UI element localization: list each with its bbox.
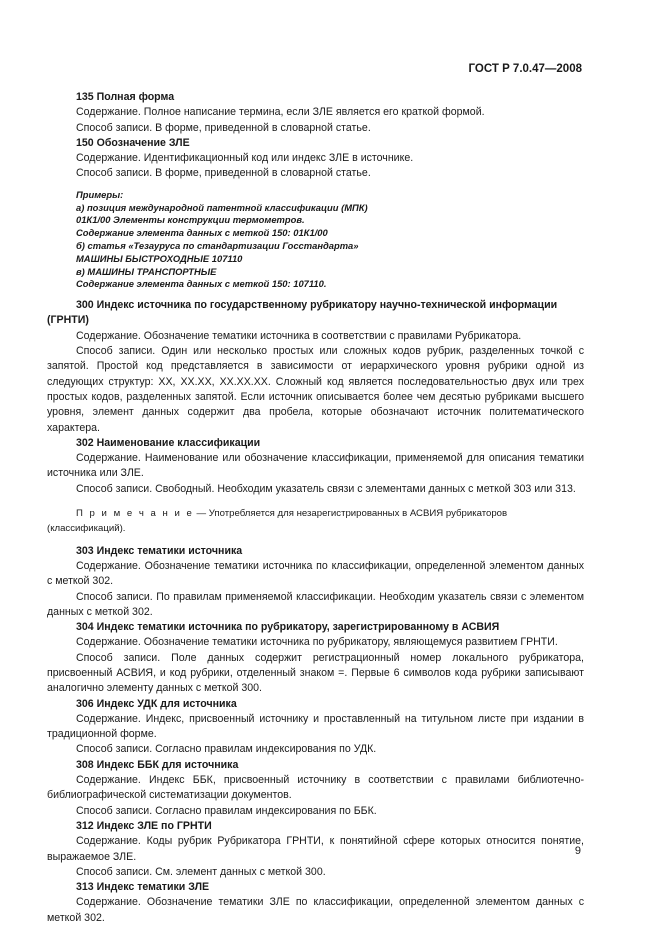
section-heading: 312 Индекс ЗЛЕ по ГРНТИ: [76, 819, 212, 832]
note: [47, 506, 584, 537]
paragraph: Способ записи. Один или несколько простых или сложных кодов рубрик, разделенных точкой с запятой. Простой код представляется в зависимости от иерархического уровня рубрики одной из следующих структур: ХХ, ХХ.ХХ, ХХ.ХХ.ХХ. Сложный код является последовательностью двух или трех простых кодов, разделенных запятой. Если источник описывается более чем десятью рубриками высшего уровня, элемент данных содержит два пробела, которые обозначают источник политематического характера.: [47, 345, 584, 434]
paragraph: Способ записи. Поле данных содержит регистрационный номер локального рубрикатора, присвоенный АСВИЯ, и код рубрики, отделенный знаком =. Первые 6 символов кода рубрики записывают аналогично элементу данных с меткой 300.: [47, 651, 584, 695]
example-line: в) МАШИНЫ ТРАНСПОРТНЫЕ: [76, 265, 217, 277]
paragraph: Способ записи. Согласно правилам индексирования по УДК.: [76, 743, 377, 756]
paragraph: Способ записи. По правилам применяемой классификации. Необходим указатель связи с элементом данных с меткой 302.: [47, 590, 584, 618]
example-line: б) статья «Тезауруса по стандартизации Госстандарта»: [76, 239, 359, 251]
note-text: — Употребляется для незарегистрированных в АСВИЯ рубрикаторов (классификаций).: [47, 508, 508, 535]
section-heading: 304 Индекс тематики источника по рубрикатору, зарегистрированному в АСВИЯ: [76, 621, 500, 634]
section-heading: 302 Наименование классификации: [76, 436, 261, 449]
paragraph: Способ записи. Согласно правилам индексирования по ББК.: [76, 804, 377, 817]
paragraph: Содержание. Идентификационный код или индекс ЗЛЕ в источнике.: [76, 152, 414, 165]
paragraph: Содержание. Индекс ББК, присвоенный источнику в соответствии с правилами библиотечно-библиографической систематизации документов.: [47, 774, 584, 802]
section-heading: 306 Индекс УДК для источника: [76, 697, 237, 710]
section-heading: 308 Индекс ББК для источника: [76, 758, 239, 771]
paragraph: Способ записи. См. элемент данных с меткой 300.: [76, 865, 326, 878]
document-header: ГОСТ Р 7.0.47—2008: [468, 63, 582, 75]
note-label: П р и м е ч а н и е: [76, 508, 194, 520]
document-body: [47, 90, 584, 926]
paragraph: Содержание. Обозначение тематики источника по рубрикатору, являющемуся развитием ГРНТИ.: [76, 636, 558, 649]
paragraph: Способ записи. В форме, приведенной в словарной статье.: [76, 167, 371, 180]
section-heading: 300 Индекс источника по государственному рубрикатору научно-технической информации (ГРНТИ): [47, 299, 558, 327]
example-line: Содержание элемента данных с меткой 150: 01К1/00: [76, 227, 328, 239]
example-line: а) позиция международной патентной классификации (МПК): [76, 201, 368, 213]
paragraph: Способ записи. В форме, приведенной в словарной статье.: [76, 121, 371, 134]
page-number: 9: [574, 845, 581, 857]
paragraph: Содержание. Обозначение тематики источника в соответствии с правилами Рубрикатора.: [76, 329, 522, 342]
paragraph: Содержание. Обозначение тематики ЗЛЕ по классификации, определенной элементом данных с меткой 302.: [47, 896, 584, 924]
paragraph: Содержание. Индекс, присвоенный источнику и проставленный на титульном листе при издании в традиционной форме.: [47, 712, 584, 741]
section-heading: 150 Обозначение ЗЛЕ: [76, 136, 190, 149]
section-heading: 303 Индекс тематики источника: [76, 544, 243, 557]
paragraph: Содержание. Наименование или обозначение классификации, применяемой для описания тематики источника или ЗЛЕ.: [47, 452, 584, 480]
paragraph: Содержание. Полное написание термина, если ЗЛЕ является его краткой формой.: [76, 106, 485, 119]
paragraph: Содержание. Коды рубрик Рубрикатора ГРНТИ, к понятийной сфере которых относится понятие, выражаемое ЗЛЕ.: [47, 835, 584, 863]
section-heading: 135 Полная форма: [76, 91, 175, 103]
example-heading: Примеры:: [76, 188, 124, 200]
paragraph: Способ записи. Свободный. Необходим указатель связи с элементами данных с меткой 303 или 313.: [76, 482, 576, 495]
example-line: МАШИНЫ БЫСТРОХОДНЫЕ 107110: [76, 252, 243, 264]
example-line: Содержание элемента данных с меткой 150: 107110.: [76, 278, 327, 290]
paragraph: Содержание. Обозначение тематики источника по классификации, определенной элементом данных с меткой 302.: [47, 559, 584, 588]
example-line: 01К1/00 Элементы конструкции термометров.: [76, 214, 305, 226]
section-heading: 313 Индекс тематики ЗЛЕ: [76, 881, 210, 894]
